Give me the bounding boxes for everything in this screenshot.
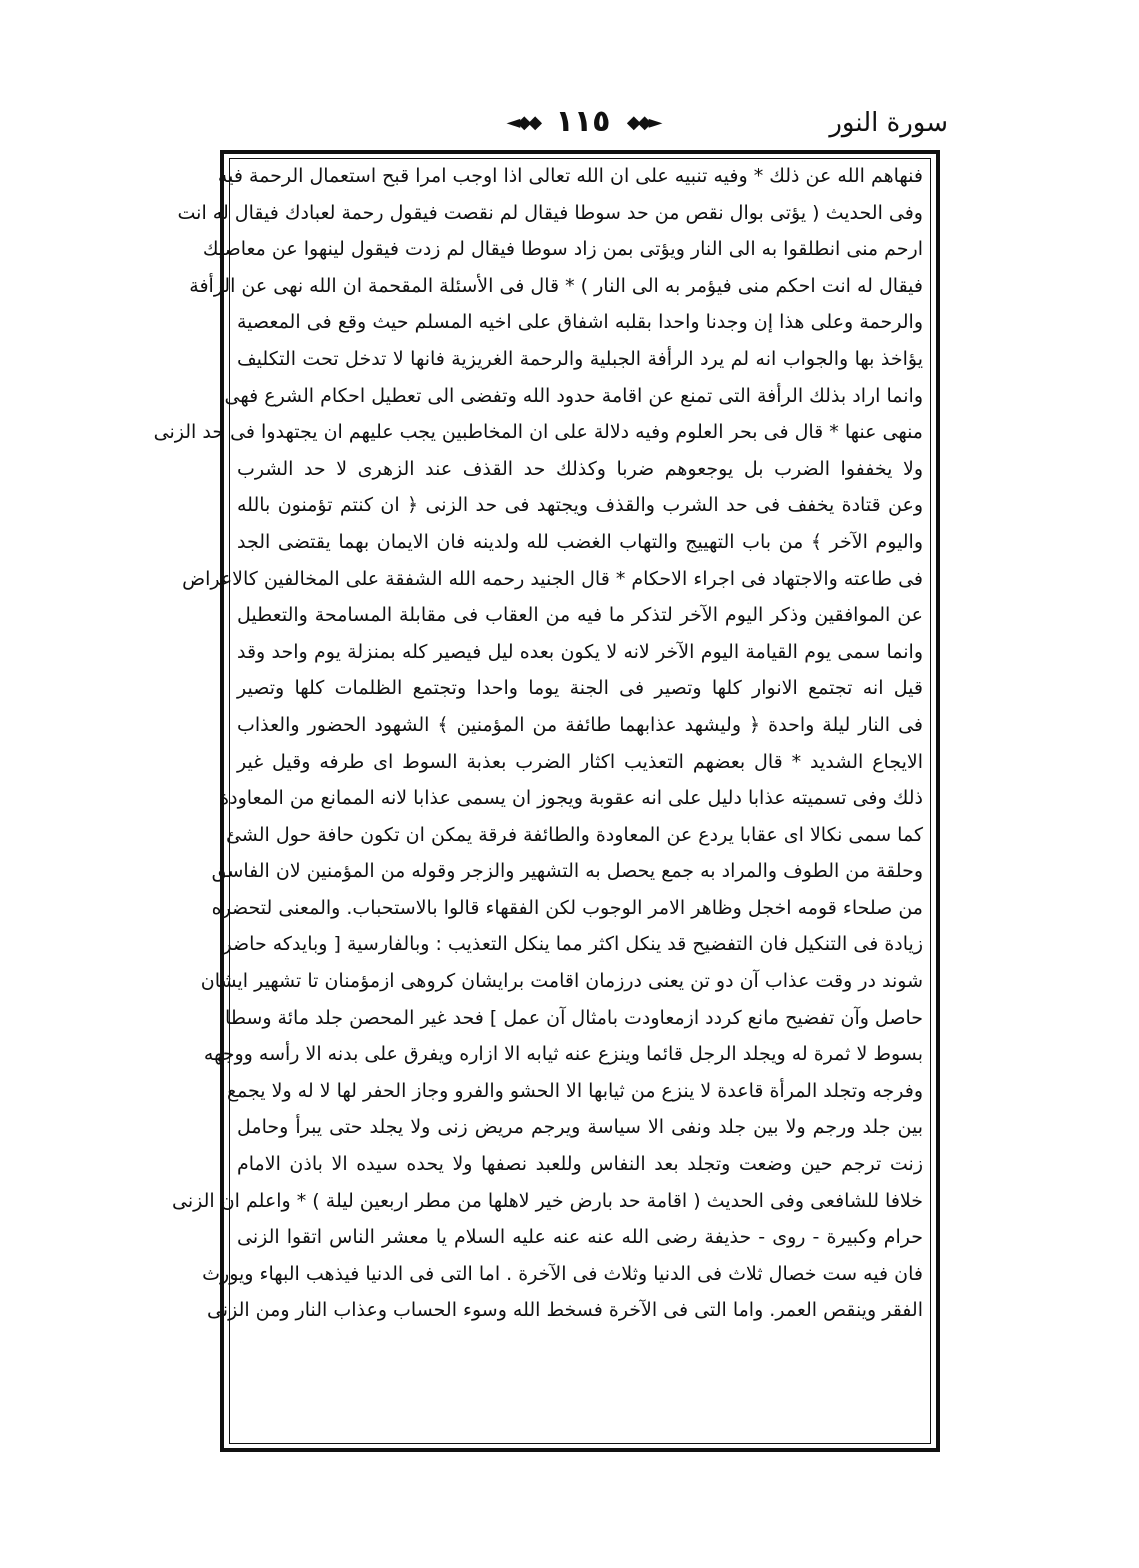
text-line: الايجاع الشديد * قال بعضهم التعذيب اكثار الضرب بعذبة السوط اى طرفه وقيل غير	[237, 750, 923, 773]
text-line: زيادة فى التنكيل فان التفضيح قد ينكل اكثر مما ينكل التعذيب : وبالفارسية [ وبايدكه حاضر	[222, 933, 923, 956]
text-line: زنت ترجم حين وضعت وتجلد بعد النفاس وللعبد نصفها ولا يحده سيده الا باذن الامام	[237, 1153, 923, 1176]
text-line: من صلحاء قومه اخجل وظاهر الامر الوجوب لكن الفقهاء قالوا بالاستحباب. والمعنى لتحضره	[211, 896, 923, 919]
text-line: بين جلد ورجم ولا بين جلد ونفى الا سياسة ويرجم مريض زنى ولا يجلد حتى يبرأ وحامل	[237, 1116, 923, 1139]
text-line: قيل انه تجتمع الانوار كلها وتصير فى الجنة يوما واحدا وتجتمع الظلمات كلها وتصير	[237, 677, 923, 700]
text-line: كما سمى نكالا اى عقابا يردع عن المعاودة والطائفة فرقة يمكن ان تكون حافة حول الشئ	[225, 823, 923, 846]
text-line: وعن قتادة يخفف فى حد الشرب والقذف ويجتهد فى حد الزنى ﴿ ان كنتم تؤمنون بالله	[237, 494, 923, 517]
ornament-left-icon: ◄◆◆	[506, 112, 540, 133]
text-line: حرام وكبيرة - روى - حذيفة رضى الله عنه عنه عليه السلام يا معشر الناس اتقوا الزنى	[237, 1226, 923, 1249]
text-line: خلافا للشافعى وفى الحديث ( اقامة حد بارض خير لاهلها من مطر اربعين ليلة ) * واعلم ان الزنى	[172, 1189, 923, 1212]
text-line: فنهاهم الله عن ذلك * وفيه تنبيه على ان الله تعالى اذا اوجب امرا قبح استعمال الرحمة فيه	[217, 165, 923, 187]
text-line: وانما اراد بذلك الرأفة التى تمنع عن اقامة حدود الله وتفضى الى تعطيل احكام الشرع فهى	[224, 384, 923, 407]
text-line: حاصل وآن تفضيح مانع كردد ازمعاودت بامثال آن عمل ] فحد غير المحصن جلد مائة وسطا	[225, 1006, 923, 1029]
ornament-right-icon: ◆◆►	[626, 112, 660, 133]
text-line: وانما سمى يوم القيامة اليوم الآخر لانه لا يكون بعده ليل فيصير كله بمنزلة يوم واحد وقد	[237, 640, 923, 663]
text-line: فيقال له انت احكم منى فيؤمر به الى النار ) * قال فى الأسئلة المقحمة ان الله نهى عن الرأفة	[189, 274, 923, 297]
text-line: ذلك وفى تسميته عذابا دليل على انه عقوبة ويجوز ان يسمى عذابا لانه الممانع من المعاودة	[219, 787, 923, 810]
text-line: واليوم الآخر ﴾ من باب التهييج والتهاب الغضب لله ولدينه فان الايمان بهما يقتضى الجد	[237, 530, 923, 553]
text-line: عن الموافقين وذكر اليوم الآخر لتذكر ما فيه من العقاب فى مقابلة المسامحة والتعطيل	[237, 604, 923, 627]
text-line: فان فيه ست خصال ثلاث فى الدنيا وثلاث فى الآخرة . اما التى فى الدنيا فيذهب البهاء ويورث	[202, 1262, 923, 1285]
text-line: وحلقة من الطوف والمراد به جمع يحصل به التشهير والزجر وقوله من المؤمنين لان الفاسق	[211, 860, 923, 883]
text-line: شوند در وقت عذاب آن دو تن يعنى درزمان اقامت برايشان كروهى ازمؤمنان تا تشهير ايشان	[200, 970, 923, 993]
text-line: بسوط لا ثمرة له ويجلد الرجل قائما وينزع عنه ثيابه الا ازاره ويفرق على بدنه الا رأسه ووجهه	[203, 1043, 923, 1066]
running-head	[218, 98, 948, 150]
page-number-value: ١١٥	[555, 104, 611, 139]
text-line: وفرجه وتجلد المرأة قاعدة لا ينزع من ثيابها الا الحشو والفرو وجاز الحفر لها لا له ولا يجمع	[226, 1079, 923, 1102]
text-line: فى طاعته والاجتهاد فى اجراء الاحكام * قال الجنيد رحمه الله الشفقة على المخالفين كالاعراض	[182, 567, 923, 590]
text-line: منهى عنها * قال فى بحر العلوم وفيه دلالة على ان المخاطبين يجب عليهم ان يجتهدوا فى حد الزنى	[153, 421, 923, 444]
body-text	[153, 158, 923, 1442]
text-line: وفى الحديث ( يؤتى بوال نقص من حد سوطا فيقال لم نقصت فيقول رحمة لعبادك فيقال له انت	[177, 201, 923, 224]
surah-name: سورة النور	[829, 108, 948, 138]
text-line: ارحم منى انطلقوا به الى النار ويؤتى بمن زاد سوطا فيقال لم زدت فيقول لينهوا عن معاصيك	[202, 238, 923, 261]
text-line: الفقر وينقص العمر. واما التى فى الآخرة فسخط الله وسوء الحساب وعذاب النار ومن الزنى	[206, 1299, 923, 1322]
text-line: ولا يخففوا الضرب بل يوجعوهم ضربا وكذلك حد القذف عند الزهرى لا حد الشرب	[237, 457, 923, 480]
text-line: والرحمة وعلى هذا إن وجدنا واحدا بقلبه اشفاق على اخيه المسلم حيث وقع فى المعصية	[237, 311, 923, 334]
text-line: فى النار ليلة واحدة ﴿ وليشهد عذابهما طائفة من المؤمنين ﴾ الشهود الحضور والعذاب	[237, 713, 923, 736]
text-line: يؤاخذ بها والجواب انه لم يرد الرأفة الجبلية والرحمة الغريزية فانها لا تدخل تحت التكليف	[237, 347, 923, 370]
